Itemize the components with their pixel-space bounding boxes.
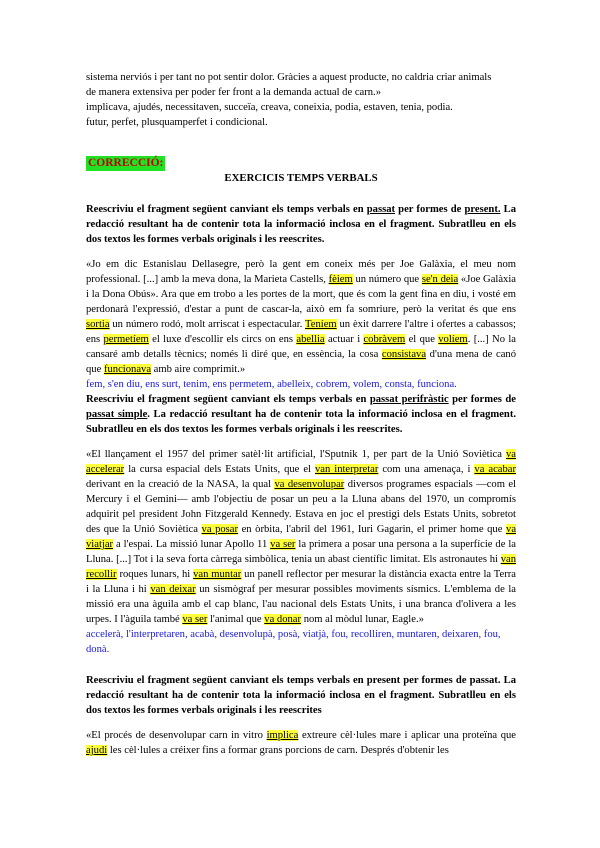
section-title: EXERCICIS TEMPS VERBALS <box>224 172 378 184</box>
highlighted-verb: abellia <box>296 334 325 345</box>
correccio-heading-row <box>86 156 516 171</box>
exercise-2-answer: accelerà, l'interpretaren, acabà, desenvolupà, posà, viatjà, fou, recolliren, muntaren, deixaren, fou, donà. <box>86 629 501 655</box>
exercise-1-fragment: «Jo em dic Estanislau Dellasegre, però la gent em coneix més per Joe Galàxia, el meu nom professional. [...] amb la meva dona, la Marieta Castells, fèiem un número que se'n deia «Joe Galàxia i la Dona Obús». Ara que em trobo a les portes de la mort, que és com la gent fina en diu, i vosté em perdonarà l'expressió, d'estar a punt de cascar-la, això em fa somriure, però la veritat és que ens sortia un número rodó, molt arriscat i espectacular. Teníem un èxit darrere l'altre i ofertes a cabassos; ens permetíem el luxe d'escollir els circs on ens abellia actuar i cobràvem el que volíem. [...] No la cansaré amb detalls tècnics; només li diré que, en essència, la cosa consistava d'una mena de canó que funcionava amb aire comprimit.» <box>86 259 516 375</box>
highlighted-verb: van interpretar <box>314 464 379 475</box>
highlighted-verb: va ser <box>270 539 296 550</box>
highlighted-verb: van recollir <box>86 554 516 580</box>
top-answer-verbs: implicava, ajudés, necessitaven, succeïa, creava, coneixia, podia, estaven, tenia, podia. <box>86 102 453 113</box>
highlighted-verb: va ser <box>182 614 208 625</box>
document-page <box>86 70 516 758</box>
highlighted-verb: cobràvem <box>363 334 406 345</box>
highlighted-verb: se'n deia <box>421 274 459 285</box>
highlighted-verb: va accelerar <box>86 449 516 475</box>
highlighted-verb: permetíem <box>103 334 149 345</box>
exercise-3-fragment: «El procés de desenvolupar carn in vitro implica extreure cèl·lules mare i aplicar una proteïna que ajudi les cèl·lules a créixer fins a formar grans porcions de carn. Després d'obtenir les <box>86 730 516 756</box>
top-text-line: de manera extensiva per poder fer front a la demanda actual de carn.» <box>86 87 382 98</box>
highlighted-verb: consistava <box>381 349 427 360</box>
highlighted-verb: van muntar <box>193 569 242 580</box>
highlighted-verb: Teníem <box>305 319 337 330</box>
highlighted-verb: ajudi <box>86 745 108 756</box>
exercise-2-fragment: «El llançament el 1957 del primer satèl·lit artificial, l'Sputnik 1, per part de la Unió Soviètica va accelerar la cursa espacial dels Estats Units, que el van interpretar com una amenaça, i va acabar derivant en la creació de la NASA, la qual va desenvolupar diversos programes espacials —com el Mercury i el Gemini— amb l'objectiu de posar un peu a la Lluna abans del 1970, un compromís adquirit pel president John Fitzgerald Kennedy. Estava en joc el prestigi dels Estats Units, sobretot des que la Unió Soviètica va posar en òrbita, l'abril del 1961, Iuri Gagarin, el primer home que va viatjar a l'espai. La missió lunar Apollo 11 va ser la primera a posar una persona a la superfície de la Lluna. [...] Tot i la seva forta càrrega simbòlica, tenia un abast científic limitat. Els astronautes hi van recollir roques lunars, hi van muntar un panell reflector per mesurar la distància exacta entre la Terra i la Lluna i hi van deixar un sismògraf per mesurar possibles moviments sísmics. L'emblema de la missió era una àguila amb el cap blanc, l'au nacional dels Estats Units, i una branca d'olivera a les urpes. I l'àguila també va ser l'animal que va donar nom al mòdul lunar, Eagle.» <box>86 449 517 625</box>
exercise-2-instruction: Reescriviu el fragment següent canviant els temps verbals en passat perifràstic per formes de passat simple. La redacció resultant ha de contenir tota la informació inclosa en el fragment. Subratlleu en els dos textos les formes verbals originals i les reescrites. <box>86 394 516 435</box>
highlighted-verb: funcionava <box>103 364 152 375</box>
exercise-1-instruction: Reescriviu el fragment següent canviant els temps verbals en passat per formes de present. La redacció resultant ha de contenir tota la informació inclosa en el fragment. Subratlleu en els dos textos les formes verbals originals i les reescrites. <box>86 204 517 245</box>
top-text-line: sistema nerviós i per tant no pot sentir dolor. Gràcies a aquest producte, no caldria criar animals <box>86 72 492 83</box>
highlighted-verb: va donar <box>264 614 302 625</box>
top-answer-tenses: futur, perfet, plusquamperfet i condicional. <box>86 117 268 128</box>
highlighted-verb: va viatjar <box>86 524 517 550</box>
highlighted-verb: va desenvolupar <box>274 479 345 490</box>
exercise-3-instruction: Reescriviu el fragment següent canviant els temps verbals en present per formes de passat. La redacció resultant ha de contenir tota la informació inclosa en el fragment. Subratlleu en els dos textos les formes verbals originals i les reescrites <box>86 675 516 716</box>
correccio-label: CORRECCIÓ: <box>88 157 164 169</box>
highlighted-verb: va acabar <box>474 464 517 475</box>
exercise-1-answer: fem, s'en diu, ens surt, tenim, ens permetem, abelleix, cobrem, volem, consta, funciona. <box>86 379 457 390</box>
highlighted-verb: sortia <box>86 319 110 330</box>
highlighted-verb: va posar <box>201 524 239 535</box>
highlighted-verb: fèiem <box>328 274 353 285</box>
highlighted-verb: implica <box>266 730 299 741</box>
highlighted-verb: van deixar <box>150 584 196 595</box>
highlighted-verb: volíem <box>438 334 468 345</box>
